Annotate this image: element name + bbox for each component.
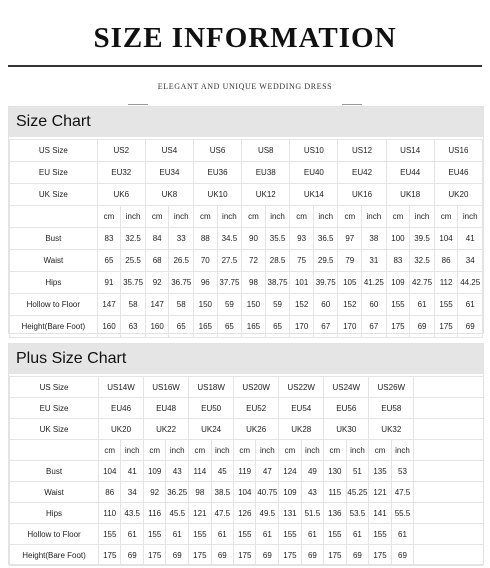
value-cell: 92 <box>145 272 169 294</box>
size-cell: UK14 <box>290 184 338 206</box>
value-cell: 61 <box>391 524 414 545</box>
value-cell: 152 <box>338 294 362 316</box>
table-row <box>10 206 483 228</box>
size-cell: UK16 <box>338 184 386 206</box>
size-cell: UK22 <box>143 419 188 440</box>
value-cell: 28.5 <box>265 250 290 272</box>
value-cell: 65 <box>97 250 121 272</box>
value-cell: 175 <box>143 545 165 566</box>
value-cell: 170 <box>338 316 362 338</box>
size-cell: US22W <box>279 377 324 398</box>
measurement-label: Bust <box>10 461 99 482</box>
size-cell: US26W <box>369 377 414 398</box>
unit-cm-cell: cm <box>143 440 165 461</box>
value-cell: 63 <box>121 316 146 338</box>
value-cell: 61 <box>301 524 324 545</box>
row-label: UK Size <box>10 184 98 206</box>
value-cell: 72 <box>242 250 266 272</box>
value-cell: 61 <box>256 524 279 545</box>
value-cell: 44.25 <box>458 272 483 294</box>
value-cell: 83 <box>97 228 121 250</box>
value-cell: 38 <box>362 228 387 250</box>
value-cell: 69 <box>346 545 369 566</box>
spacer-cell <box>414 377 483 398</box>
table-row <box>10 316 483 338</box>
value-cell: 116 <box>143 503 165 524</box>
value-cell: 91 <box>97 272 121 294</box>
value-cell: 32.5 <box>121 228 146 250</box>
value-cell: 69 <box>166 545 189 566</box>
unit-inch-cell: inch <box>217 206 242 228</box>
row-label: US Size <box>10 140 98 162</box>
value-cell: 93 <box>290 228 314 250</box>
value-cell: 37.75 <box>217 272 242 294</box>
value-cell: 126 <box>234 503 256 524</box>
value-cell: 152 <box>290 294 314 316</box>
value-cell: 43.5 <box>121 503 144 524</box>
value-cell: 45.5 <box>166 503 189 524</box>
value-cell: 35.75 <box>121 272 146 294</box>
value-cell: 33 <box>169 228 194 250</box>
spacer-cell <box>414 461 483 482</box>
value-cell: 114 <box>189 461 211 482</box>
measurement-label: Hollow to Floor <box>10 524 99 545</box>
row-label: UK Size <box>10 419 99 440</box>
table-row <box>10 228 483 250</box>
value-cell: 75 <box>290 250 314 272</box>
size-cell: UK26 <box>234 419 279 440</box>
value-cell: 155 <box>234 524 256 545</box>
unit-inch-cell: inch <box>121 206 146 228</box>
value-cell: 165 <box>242 316 266 338</box>
value-cell: 150 <box>193 294 217 316</box>
value-cell: 155 <box>324 524 346 545</box>
size-cell: EU56 <box>324 398 369 419</box>
value-cell: 109 <box>386 272 410 294</box>
measurement-label: Height(Bare Foot) <box>10 545 99 566</box>
value-cell: 35.5 <box>265 228 290 250</box>
size-cell: UK28 <box>279 419 324 440</box>
value-cell: 69 <box>121 545 144 566</box>
value-cell: 175 <box>324 545 346 566</box>
size-cell: EU50 <box>189 398 234 419</box>
value-cell: 47.5 <box>211 503 234 524</box>
value-cell: 70 <box>193 250 217 272</box>
size-cell: UK20 <box>434 184 482 206</box>
size-cell: US14 <box>386 140 434 162</box>
table-row <box>10 503 484 524</box>
measurement-label: Hollow to Floor <box>10 294 98 316</box>
value-cell: 100 <box>386 228 410 250</box>
size-cell: US2 <box>97 140 145 162</box>
table-row <box>10 482 484 503</box>
size-chart-panel <box>8 106 484 334</box>
size-cell: EU36 <box>193 162 241 184</box>
value-cell: 60 <box>362 294 387 316</box>
spacer-cell <box>414 419 483 440</box>
unit-inch-cell: inch <box>458 206 483 228</box>
value-cell: 69 <box>301 545 324 566</box>
unit-inch-cell: inch <box>256 440 279 461</box>
size-cell: UK24 <box>189 419 234 440</box>
value-cell: 65 <box>217 316 242 338</box>
value-cell: 65 <box>265 316 290 338</box>
size-cell: UK10 <box>193 184 241 206</box>
subtitle-line-right <box>342 104 362 105</box>
value-cell: 41 <box>458 228 483 250</box>
table-row <box>10 545 484 566</box>
unit-cm-cell: cm <box>97 206 121 228</box>
size-cell: EU32 <box>97 162 145 184</box>
value-cell: 34 <box>458 250 483 272</box>
table-row <box>10 294 483 316</box>
unit-cm-cell: cm <box>189 440 211 461</box>
value-cell: 147 <box>145 294 169 316</box>
value-cell: 45.25 <box>346 482 369 503</box>
spacer-cell <box>414 398 483 419</box>
value-cell: 101 <box>290 272 314 294</box>
value-cell: 43 <box>166 461 189 482</box>
value-cell: 34.5 <box>217 228 242 250</box>
value-cell: 69 <box>391 545 414 566</box>
size-cell: US14W <box>99 377 144 398</box>
value-cell: 58 <box>121 294 146 316</box>
size-cell: US6 <box>193 140 241 162</box>
value-cell: 36.25 <box>166 482 189 503</box>
value-cell: 110 <box>99 503 121 524</box>
value-cell: 67 <box>313 316 338 338</box>
size-cell: UK12 <box>242 184 290 206</box>
value-cell: 55.5 <box>391 503 414 524</box>
value-cell: 175 <box>99 545 121 566</box>
table-row <box>10 524 484 545</box>
table-row <box>10 184 483 206</box>
value-cell: 96 <box>193 272 217 294</box>
value-cell: 141 <box>369 503 391 524</box>
value-cell: 69 <box>410 316 435 338</box>
value-cell: 51.5 <box>301 503 324 524</box>
value-cell: 160 <box>97 316 121 338</box>
size-cell: UK20 <box>99 419 144 440</box>
value-cell: 69 <box>256 545 279 566</box>
value-cell: 68 <box>145 250 169 272</box>
size-cell: EU42 <box>338 162 386 184</box>
unit-inch-cell: inch <box>265 206 290 228</box>
unit-inch-cell: inch <box>121 440 144 461</box>
unit-inch-cell: inch <box>211 440 234 461</box>
row-label: US Size <box>10 377 99 398</box>
value-cell: 42.75 <box>410 272 435 294</box>
value-cell: 36.75 <box>169 272 194 294</box>
size-cell: EU44 <box>386 162 434 184</box>
unit-cm-cell: cm <box>290 206 314 228</box>
size-cell: EU58 <box>369 398 414 419</box>
table-row <box>10 461 484 482</box>
row-label: EU Size <box>10 398 99 419</box>
value-cell: 84 <box>145 228 169 250</box>
value-cell: 38.5 <box>211 482 234 503</box>
value-cell: 115 <box>324 482 346 503</box>
value-cell: 155 <box>369 524 391 545</box>
value-cell: 25.5 <box>121 250 146 272</box>
table-row <box>10 377 484 398</box>
value-cell: 155 <box>189 524 211 545</box>
unit-cm-cell: cm <box>99 440 121 461</box>
value-cell: 175 <box>234 545 256 566</box>
value-cell: 121 <box>189 503 211 524</box>
value-cell: 32.5 <box>410 250 435 272</box>
value-cell: 104 <box>234 482 256 503</box>
value-cell: 36.5 <box>313 228 338 250</box>
value-cell: 155 <box>143 524 165 545</box>
value-cell: 105 <box>338 272 362 294</box>
value-cell: 175 <box>434 316 458 338</box>
size-cell: US20W <box>234 377 279 398</box>
value-cell: 83 <box>386 250 410 272</box>
value-cell: 155 <box>279 524 301 545</box>
measurement-label: Waist <box>10 250 98 272</box>
value-cell: 98 <box>189 482 211 503</box>
value-cell: 58 <box>169 294 194 316</box>
unit-inch-cell: inch <box>313 206 338 228</box>
value-cell: 86 <box>434 250 458 272</box>
value-cell: 112 <box>434 272 458 294</box>
value-cell: 27.5 <box>217 250 242 272</box>
value-cell: 49 <box>301 461 324 482</box>
value-cell: 41.25 <box>362 272 387 294</box>
value-cell: 34 <box>121 482 144 503</box>
value-cell: 155 <box>386 294 410 316</box>
value-cell: 49.5 <box>256 503 279 524</box>
unit-cm-cell: cm <box>324 440 346 461</box>
table-row <box>10 250 483 272</box>
unit-inch-cell: inch <box>391 440 414 461</box>
size-cell: US18W <box>189 377 234 398</box>
size-cell: EU52 <box>234 398 279 419</box>
unit-cm-cell: cm <box>369 440 391 461</box>
row-label <box>10 206 98 228</box>
value-cell: 67 <box>362 316 387 338</box>
row-label: EU Size <box>10 162 98 184</box>
value-cell: 39.75 <box>313 272 338 294</box>
spacer-cell <box>414 482 483 503</box>
spacer-cell <box>414 503 483 524</box>
size-cell: UK6 <box>97 184 145 206</box>
table-row <box>10 398 484 419</box>
size-cell: EU54 <box>279 398 324 419</box>
value-cell: 175 <box>189 545 211 566</box>
measurement-label: Hips <box>10 503 99 524</box>
size-cell: UK32 <box>369 419 414 440</box>
value-cell: 61 <box>121 524 144 545</box>
row-label <box>10 440 99 461</box>
spacer-cell <box>414 545 483 566</box>
value-cell: 53 <box>391 461 414 482</box>
table-row <box>10 272 483 294</box>
value-cell: 97 <box>338 228 362 250</box>
unit-cm-cell: cm <box>234 440 256 461</box>
plus-size-chart-panel <box>8 343 484 565</box>
value-cell: 90 <box>242 228 266 250</box>
value-cell: 175 <box>386 316 410 338</box>
value-cell: 175 <box>279 545 301 566</box>
page-subtitle: ELEGANT AND UNIQUE WEDDING DRESS <box>157 82 333 91</box>
value-cell: 109 <box>143 461 165 482</box>
value-cell: 130 <box>324 461 346 482</box>
table-row <box>10 162 483 184</box>
value-cell: 43 <box>301 482 324 503</box>
size-cell: US12 <box>338 140 386 162</box>
value-cell: 165 <box>193 316 217 338</box>
unit-cm-cell: cm <box>242 206 266 228</box>
value-cell: 86 <box>99 482 121 503</box>
value-cell: 61 <box>346 524 369 545</box>
value-cell: 61 <box>211 524 234 545</box>
measurement-label: Waist <box>10 482 99 503</box>
value-cell: 40.75 <box>256 482 279 503</box>
value-cell: 155 <box>434 294 458 316</box>
value-cell: 59 <box>217 294 242 316</box>
size-chart-table <box>9 139 483 338</box>
unit-inch-cell: inch <box>166 440 189 461</box>
value-cell: 147 <box>97 294 121 316</box>
value-cell: 41 <box>121 461 144 482</box>
size-cell: US8 <box>242 140 290 162</box>
measurement-label: Height(Bare Foot) <box>10 316 98 338</box>
page-title: SIZE INFORMATION <box>93 22 397 54</box>
value-cell: 135 <box>369 461 391 482</box>
size-cell: EU40 <box>290 162 338 184</box>
value-cell: 45 <box>211 461 234 482</box>
value-cell: 69 <box>211 545 234 566</box>
measurement-label: Bust <box>10 228 98 250</box>
subtitle-line-left <box>128 104 148 105</box>
value-cell: 170 <box>290 316 314 338</box>
value-cell: 175 <box>369 545 391 566</box>
value-cell: 104 <box>99 461 121 482</box>
value-cell: 69 <box>458 316 483 338</box>
size-chart-title: Size Chart <box>9 107 483 137</box>
value-cell: 92 <box>143 482 165 503</box>
value-cell: 119 <box>234 461 256 482</box>
value-cell: 47 <box>256 461 279 482</box>
unit-cm-cell: cm <box>434 206 458 228</box>
value-cell: 39.5 <box>410 228 435 250</box>
unit-cm-cell: cm <box>338 206 362 228</box>
unit-inch-cell: inch <box>169 206 194 228</box>
value-cell: 47.5 <box>391 482 414 503</box>
unit-cm-cell: cm <box>145 206 169 228</box>
value-cell: 155 <box>99 524 121 545</box>
value-cell: 160 <box>145 316 169 338</box>
unit-inch-cell: inch <box>301 440 324 461</box>
value-cell: 79 <box>338 250 362 272</box>
size-cell: EU38 <box>242 162 290 184</box>
value-cell: 109 <box>279 482 301 503</box>
value-cell: 31 <box>362 250 387 272</box>
value-cell: 59 <box>265 294 290 316</box>
title-divider <box>8 65 482 67</box>
spacer-cell <box>414 440 483 461</box>
value-cell: 26.5 <box>169 250 194 272</box>
size-cell: US16 <box>434 140 482 162</box>
value-cell: 136 <box>324 503 346 524</box>
unit-inch-cell: inch <box>346 440 369 461</box>
unit-cm-cell: cm <box>386 206 410 228</box>
value-cell: 61 <box>410 294 435 316</box>
value-cell: 104 <box>434 228 458 250</box>
size-cell: US10 <box>290 140 338 162</box>
value-cell: 51 <box>346 461 369 482</box>
value-cell: 61 <box>166 524 189 545</box>
value-cell: 53.5 <box>346 503 369 524</box>
plus-size-chart-title: Plus Size Chart <box>9 344 483 374</box>
measurement-label: Hips <box>10 272 98 294</box>
table-row <box>10 140 483 162</box>
value-cell: 124 <box>279 461 301 482</box>
value-cell: 65 <box>169 316 194 338</box>
size-cell: EU48 <box>143 398 188 419</box>
plus-size-chart-table <box>9 376 483 566</box>
unit-cm-cell: cm <box>279 440 301 461</box>
unit-inch-cell: inch <box>362 206 387 228</box>
value-cell: 29.5 <box>313 250 338 272</box>
value-cell: 150 <box>242 294 266 316</box>
size-cell: EU46 <box>99 398 144 419</box>
table-row <box>10 419 484 440</box>
size-cell: UK18 <box>386 184 434 206</box>
value-cell: 38.75 <box>265 272 290 294</box>
spacer-cell <box>414 524 483 545</box>
size-cell: EU46 <box>434 162 482 184</box>
value-cell: 131 <box>279 503 301 524</box>
value-cell: 121 <box>369 482 391 503</box>
size-cell: US24W <box>324 377 369 398</box>
value-cell: 88 <box>193 228 217 250</box>
table-row <box>10 440 484 461</box>
size-cell: UK8 <box>145 184 193 206</box>
size-cell: US16W <box>143 377 188 398</box>
value-cell: 98 <box>242 272 266 294</box>
value-cell: 60 <box>313 294 338 316</box>
size-cell: EU34 <box>145 162 193 184</box>
value-cell: 61 <box>458 294 483 316</box>
unit-inch-cell: inch <box>410 206 435 228</box>
size-cell: UK30 <box>324 419 369 440</box>
unit-cm-cell: cm <box>193 206 217 228</box>
size-cell: US4 <box>145 140 193 162</box>
